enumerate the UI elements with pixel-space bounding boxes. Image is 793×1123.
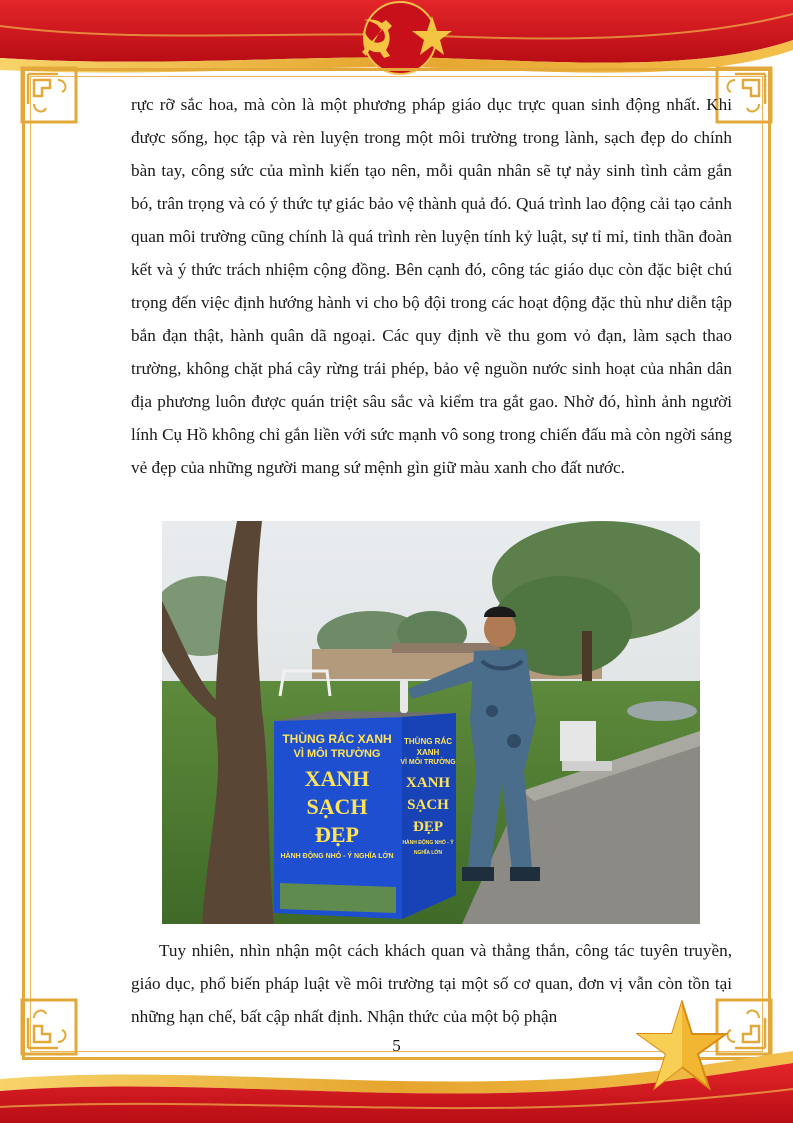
- body-paragraph: [131, 88, 732, 484]
- hammer-sickle-icon: [356, 12, 400, 60]
- bin-side-line: VÌ MÔI TRƯỜNG: [400, 759, 456, 766]
- bin-front-line: XANH: [304, 766, 370, 791]
- bin-front-line: THÙNG RÁC XANH: [282, 732, 392, 746]
- bin-side-line: THÙNG RÁC XANH: [404, 737, 452, 757]
- bin-front-line: HÀNH ĐỘNG NHỎ - Ý NGHĨA LỚN: [280, 853, 394, 860]
- bin-side-label: [400, 736, 456, 858]
- paragraph-1: rực rỡ sắc hoa, mà còn là một phương pháp giáo dục trực quan sinh động nhất. Khi được sống, học tập và rèn luyện trong một môi trường trong lành, sạch đẹp do chính bàn tay, công sức của mình kiến tạo nên, mỗi quân nhân sẽ tự nảy sinh tình cảm gắn bó, trân trọng và có ý thức tự giác bảo vệ thành quả đó. Quá trình lao động cải tạo cảnh quan môi trường cũng chính là quá trình rèn luyện tính kỷ luật, sự tỉ mỉ, tinh thần đoàn kết và ý thức trách nhiệm cộng đồng. Bên cạnh đó, công tác giáo dục còn đặc biệt chú trọng đến việc định hướng hành vi cho bộ đội trong các hoạt động đặc thù như diễn tập bắn đạn thật, hành quân dã ngoại. Các quy định về thu gom vỏ đạn, làm sạch thao trường, không chặt phá cây rừng trái phép, bảo vệ nguồn nước sinh hoạt của nhân dân địa phương luôn được quán triệt sâu sắc và kiểm tra gắt gao. Nhờ đó, hình ảnh người lính Cụ Hồ không chỉ gắn liền với sức mạnh vô song trong chiến đấu mà còn ngời sáng vẻ đẹp của những người mang sứ mệnh gìn giữ màu xanh cho đất nước.: [131, 95, 732, 477]
- bin-side-line: ĐẸP: [413, 819, 443, 835]
- bin-front-line: VÌ MÔI TRƯỜNG: [293, 748, 381, 760]
- bin-side-line: SẠCH: [407, 797, 449, 813]
- bin-front-label: [276, 732, 398, 863]
- bin-front-line: SẠCH: [306, 794, 368, 819]
- page-number: 5: [392, 1036, 401, 1055]
- bin-front-line: ĐẸP: [315, 822, 359, 847]
- bin-side-line: XANH: [405, 775, 451, 791]
- paragraph-2: Tuy nhiên, nhìn nhận một cách khách quan và thẳng thắn, công tác tuyên truyền, giáo dục, phổ biến pháp luật về môi trường tại một số cơ quan, đơn vị vẫn còn tồn tại những hạn chế, bất cập nhất định. Nhận thức của một bộ phận: [131, 941, 732, 1026]
- bin-side-line: HÀNH ĐỘNG NHỎ - Ý NGHĨA LỚN: [402, 840, 454, 856]
- corner-ornament: [18, 64, 80, 126]
- photo-soldier-recycling-bin: [162, 521, 700, 924]
- star-icon: [410, 14, 454, 58]
